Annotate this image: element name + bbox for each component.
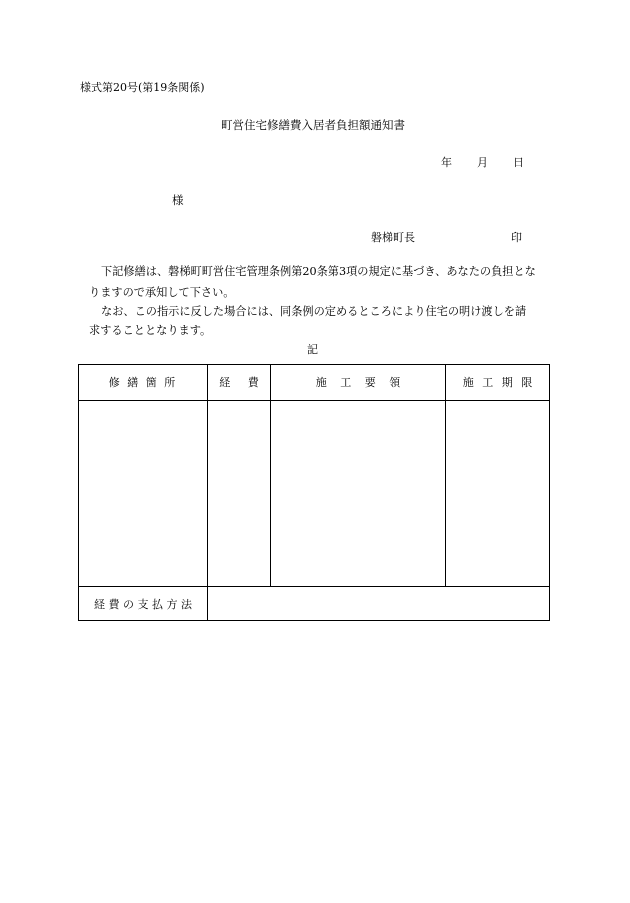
cost-cell[interactable] [208,401,270,586]
body-line: 求することとなります。 [89,324,212,337]
body-line: 下記修繕は、磐梯町町営住宅管理条例第20条第3項の規定に基づき、あなたの負担とな [101,265,536,278]
ki-marker: 記 [307,343,318,356]
date-month-label: 月 [477,156,488,169]
deadline-cell[interactable] [446,401,549,586]
header-repair-location: 修 繕 箇 所 [108,376,178,389]
document-title: 町営住宅修繕費入居者負担額通知書 [221,118,405,132]
issuer-name: 磐梯町長 [371,231,415,244]
work-method-cell[interactable] [271,401,445,586]
form-number: 様式第20号(第19条関係) [80,81,205,94]
header-work-method: 施 工 要 領 [315,376,401,389]
payment-method-cell[interactable] [208,587,549,620]
repair-location-cell[interactable] [79,401,207,586]
seal-mark: 印 [511,231,522,244]
notice-table [78,364,550,621]
date-year-label: 年 [441,156,452,169]
payment-method-label: 経 費 の 支 払 方 法 [94,597,192,611]
header-deadline: 施 工 期 限 [462,376,533,389]
date-day-label: 日 [513,156,524,169]
body-line: りますので承知して下さい。 [89,286,235,299]
body-line: なお、この指示に反した場合には、同条例の定めるところにより住宅の明け渡しを請 [101,305,527,318]
addressee-suffix: 様 [172,193,184,207]
header-cost: 経 費 [219,376,259,389]
